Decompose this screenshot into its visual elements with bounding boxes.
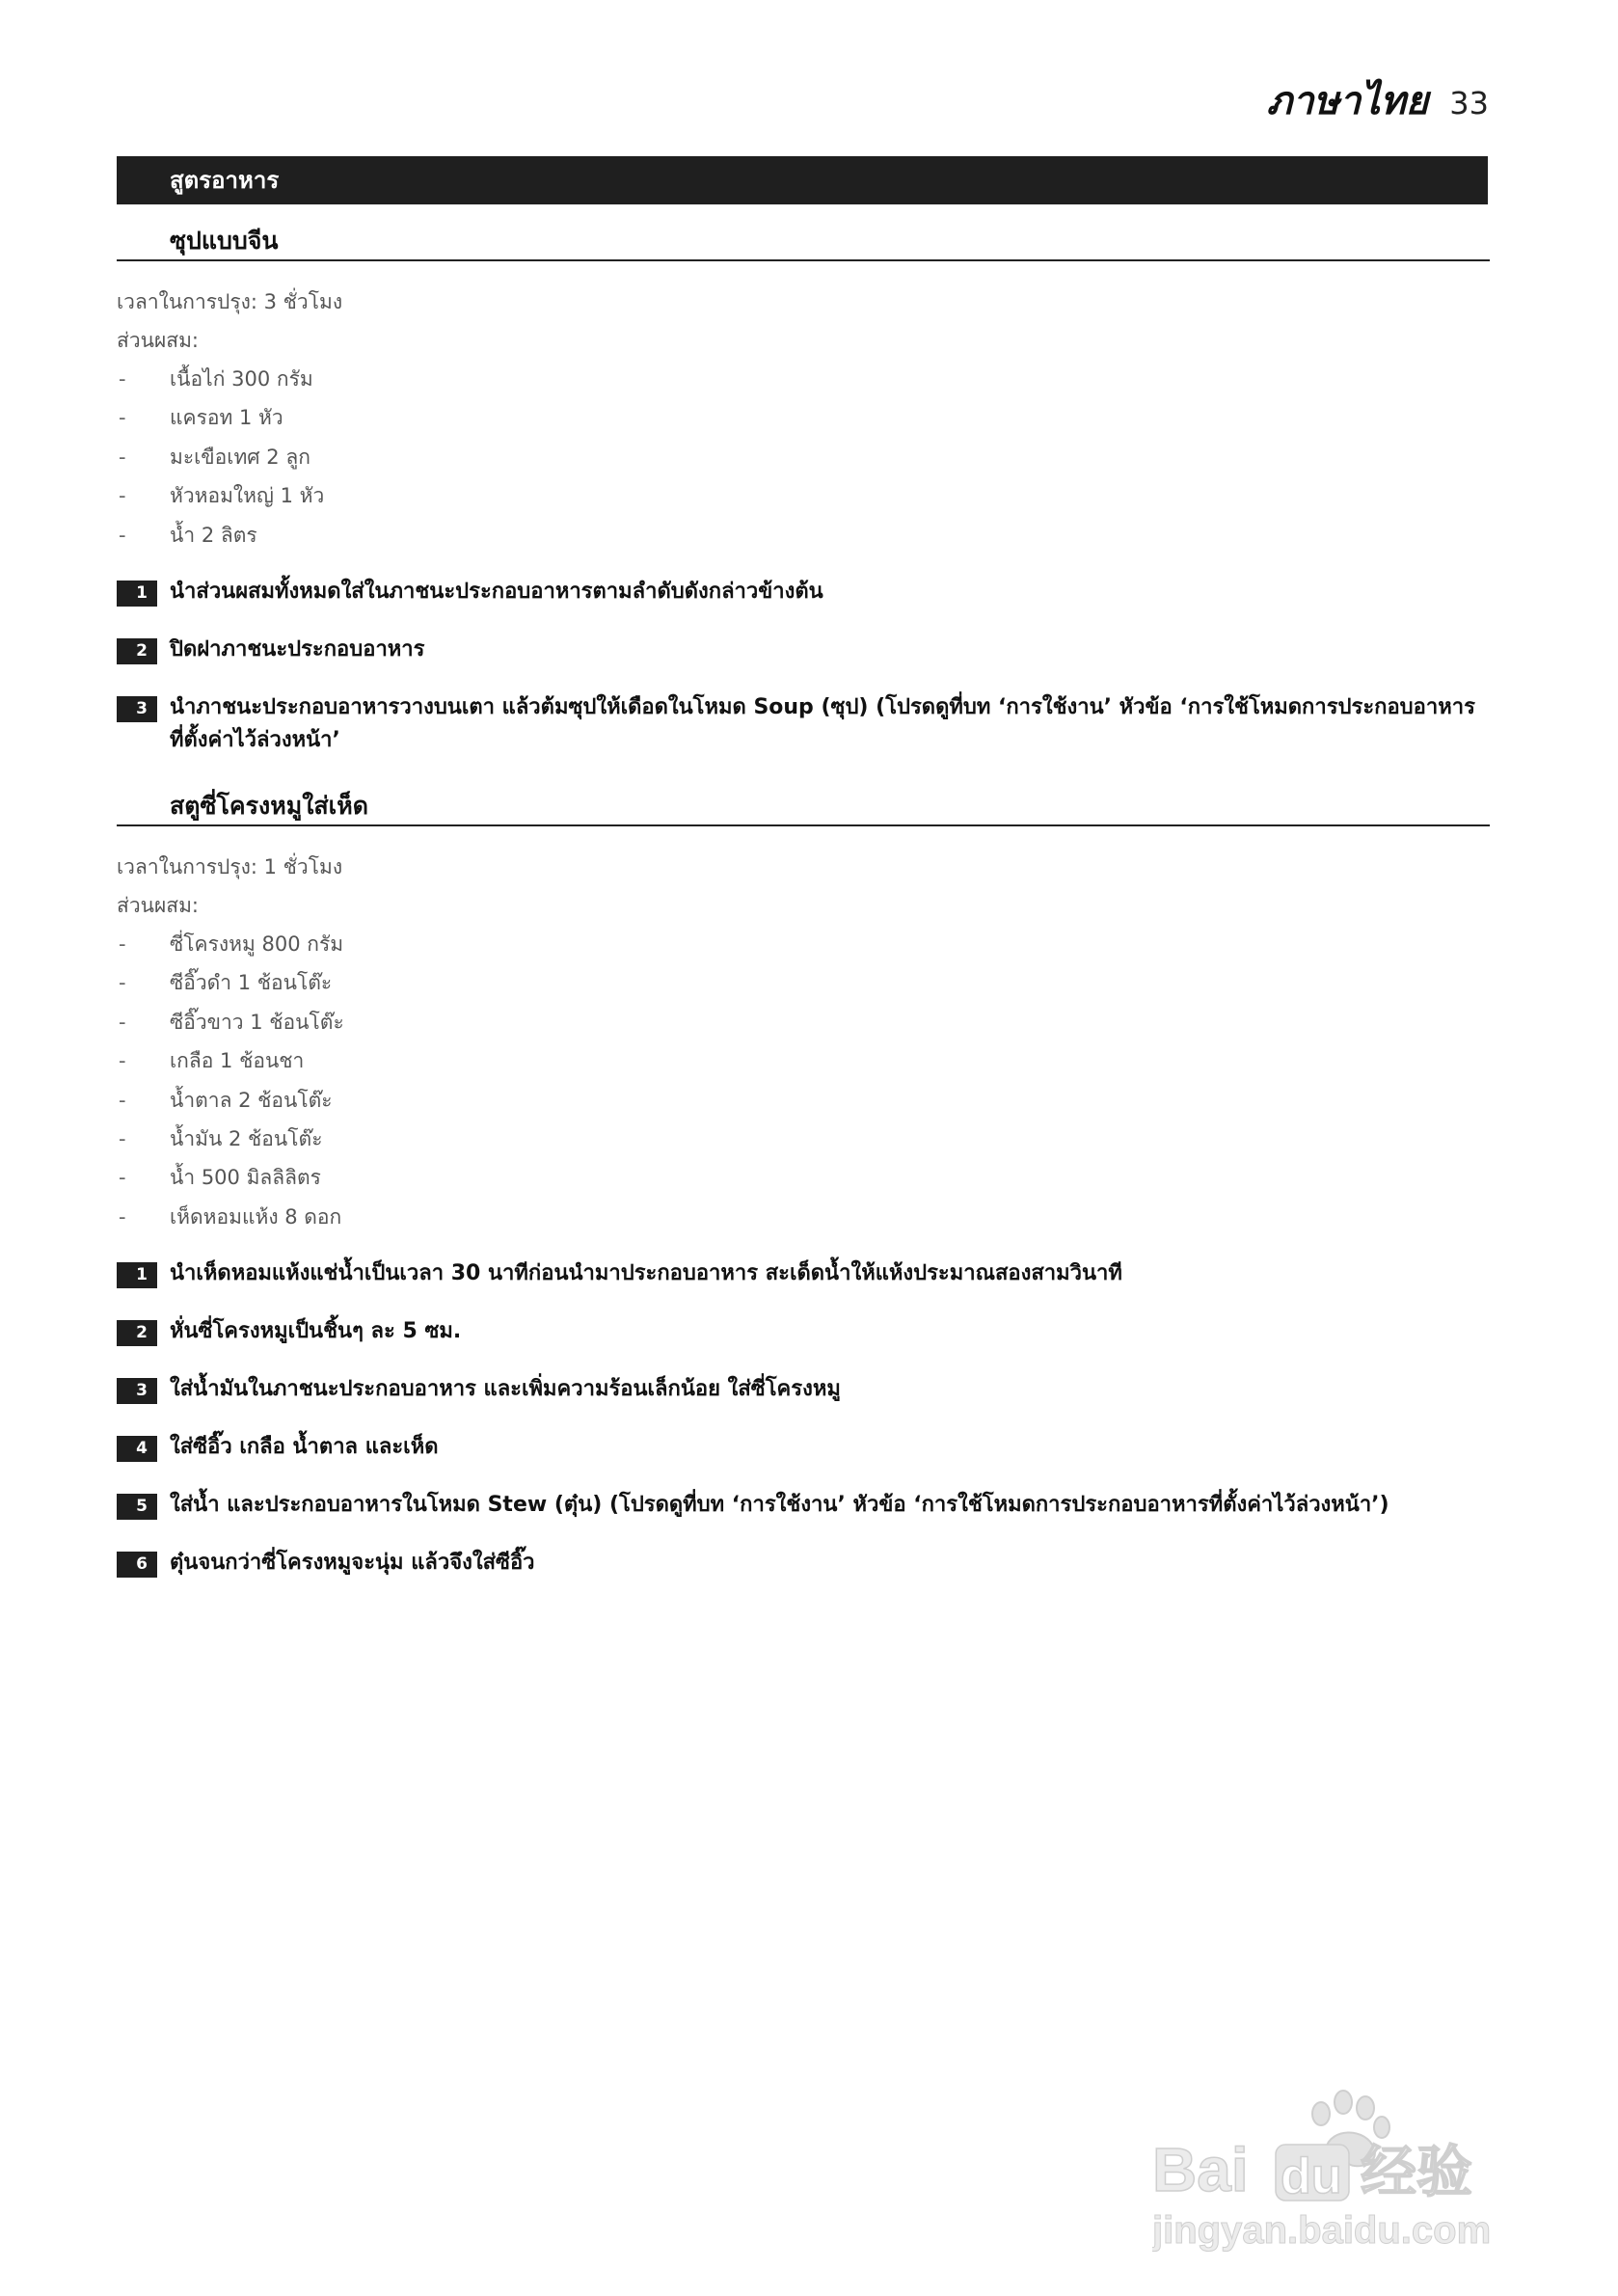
list-item: [117, 1198, 1490, 1236]
recipe-title: ซุปแบบจีน: [117, 223, 1490, 261]
ingredient-text: เห็ดหอมแห้ง 8 ดอก: [170, 1204, 342, 1229]
step-text: นำภาชนะประกอบอาหารวางบนเตา แล้วต้มซุปให้เดือดในโหมด Soup (ซุป) (โปรดดูที่บท ‘การใช้งาน’ หัวข้อ ‘การใช้โหมดการประกอบอาหารที่ตั้งค่าไว้ล่วงหน้า’: [170, 694, 1475, 752]
ingredient-text: แครอท 1 หัว: [170, 406, 283, 430]
step-text: ใส่น้ำ และประกอบอาหารในโหมด Stew (ตุ๋น) (โปรดดูที่บท ‘การใช้งาน’ หัวข้อ ‘การใช้โหมดการประกอบอาหารที่ตั้งค่าไว้ล่วงหน้า’): [170, 1493, 1389, 1518]
recipe-chinese-soup: [117, 223, 1490, 757]
cook-time: เวลาในการปรุง: 1 ชั่วโมง: [117, 855, 343, 878]
bullet-dash: -: [119, 1088, 126, 1112]
bullet-dash: -: [119, 367, 126, 391]
step-number-badge: 1: [117, 1262, 157, 1288]
ingredient-text: เกลือ 1 ช้อนชา: [170, 1049, 305, 1073]
step-number-badge: 6: [117, 1552, 157, 1578]
list-item: [117, 516, 1490, 554]
language-title: ภาษาไทย: [1266, 79, 1429, 123]
step-number-badge: 4: [117, 1436, 157, 1462]
step-text: นำส่วนผสมทั้งหมดใส่ในภาชนะประกอบอาหารตามลำดับดังกล่าวข้างต้น: [170, 579, 823, 604]
step-item: [117, 691, 1490, 757]
list-item: [117, 1041, 1490, 1080]
list-item: [117, 1158, 1490, 1197]
cook-time: เวลาในการปรุง: 3 ชั่วโมง: [117, 290, 343, 313]
page-header: [1267, 69, 1489, 131]
page-number: 33: [1449, 85, 1489, 122]
step-item: [117, 1489, 1490, 1522]
bullet-dash: -: [119, 1126, 126, 1150]
list-item: [117, 1081, 1490, 1120]
watermark-url-lettering: jingyan.baidu.com: [1152, 2209, 1492, 2252]
list-item: [117, 1120, 1490, 1158]
ingredient-list: [117, 360, 1490, 554]
step-number-badge: 2: [117, 638, 157, 664]
ingredient-text: เนื้อไก่ 300 กรัม: [170, 367, 313, 391]
step-item: [117, 1373, 1490, 1406]
step-number-badge: 1: [117, 581, 157, 607]
step-item: [117, 1315, 1490, 1348]
bullet-dash: -: [119, 445, 126, 469]
recipe-pork-rib-stew: [117, 788, 1490, 1580]
list-item: [117, 476, 1490, 515]
ingredient-text: น้ำ 500 มิลลิลิตร: [170, 1166, 321, 1190]
step-text: นำเห็ดหอมแห้งแช่น้ำเป็นเวลา 30 นาทีก่อนนำมาประกอบอาหาร สะเด็ดน้ำให้แห้งประมาณสองสามวินาที: [170, 1261, 1122, 1286]
step-number-badge: 2: [117, 1320, 157, 1346]
step-text: ตุ๋นจนกว่าซี่โครงหมูจะนุ่ม แล้วจึงใส่ซีอิ๊ว: [170, 1551, 535, 1576]
svg-text:经验: 经验: [1361, 2141, 1473, 2203]
bullet-dash: -: [119, 1166, 126, 1190]
ingredients-label: ส่วนผสม:: [117, 894, 200, 917]
bullet-dash: -: [119, 1010, 126, 1034]
step-text: หั่นซี่โครงหมูเป็นชิ้นๆ ละ 5 ซม.: [170, 1319, 462, 1344]
step-text: ปิดฝาภาชนะประกอบอาหาร: [170, 636, 425, 662]
bullet-dash: -: [119, 523, 126, 547]
step-item: [117, 576, 1490, 608]
ingredient-text: มะเขือเทศ 2 ลูก: [170, 445, 310, 469]
step-number-badge: 5: [117, 1494, 157, 1520]
ingredient-text: น้ำมัน 2 ช้อนโต๊ะ: [170, 1126, 323, 1150]
bullet-dash: -: [119, 1204, 126, 1229]
list-item: [117, 438, 1490, 476]
baidu-jingyan-watermark-logo: [1152, 2064, 1538, 2256]
ingredient-text: ซี่โครงหมู 800 กรัม: [170, 932, 344, 956]
list-item: [117, 360, 1490, 398]
step-item: [117, 634, 1490, 666]
bullet-dash: -: [119, 932, 126, 956]
ingredient-text: น้ำ 2 ลิตร: [170, 523, 257, 547]
ingredient-text: ซีอิ๊วขาว 1 ช้อนโต๊ะ: [170, 1010, 344, 1034]
ingredient-text: น้ำตาล 2 ช้อนโต๊ะ: [170, 1088, 333, 1112]
ingredient-list: [117, 925, 1490, 1236]
ingredient-text: หัวหอมใหญ่ 1 หัว: [170, 484, 325, 508]
svg-text:Bai: Bai: [1152, 2135, 1249, 2204]
bullet-dash: -: [119, 971, 126, 995]
list-item: [117, 398, 1490, 437]
svg-text:du: du: [1281, 2148, 1342, 2204]
ingredient-text: ซีอิ๊วดำ 1 ช้อนโต๊ะ: [170, 971, 333, 995]
ingredients-label: ส่วนผสม:: [117, 329, 200, 352]
list-item: [117, 1003, 1490, 1041]
step-item: [117, 1547, 1490, 1580]
bullet-dash: -: [119, 406, 126, 430]
list-item: [117, 963, 1490, 1002]
step-text: ใส่น้ำมันในภาชนะประกอบอาหาร และเพิ่มความร้อนเล็กน้อย ใส่ซี่โครงหมู: [170, 1377, 841, 1402]
step-number-badge: 3: [117, 696, 157, 722]
step-item: [117, 1431, 1490, 1464]
step-text: ใส่ซีอิ๊ว เกลือ น้ำตาล และเห็ด: [170, 1435, 439, 1460]
list-item: [117, 925, 1490, 963]
recipe-title: สตูซี่โครงหมูใส่เห็ด: [117, 788, 1490, 826]
section-title-bar: สูตรอาหาร: [117, 156, 1488, 204]
bullet-dash: -: [119, 1049, 126, 1073]
watermark-brand-lettering: [1152, 2135, 1472, 2204]
step-number-badge: 3: [117, 1378, 157, 1404]
step-item: [117, 1257, 1490, 1290]
bullet-dash: -: [119, 484, 126, 508]
